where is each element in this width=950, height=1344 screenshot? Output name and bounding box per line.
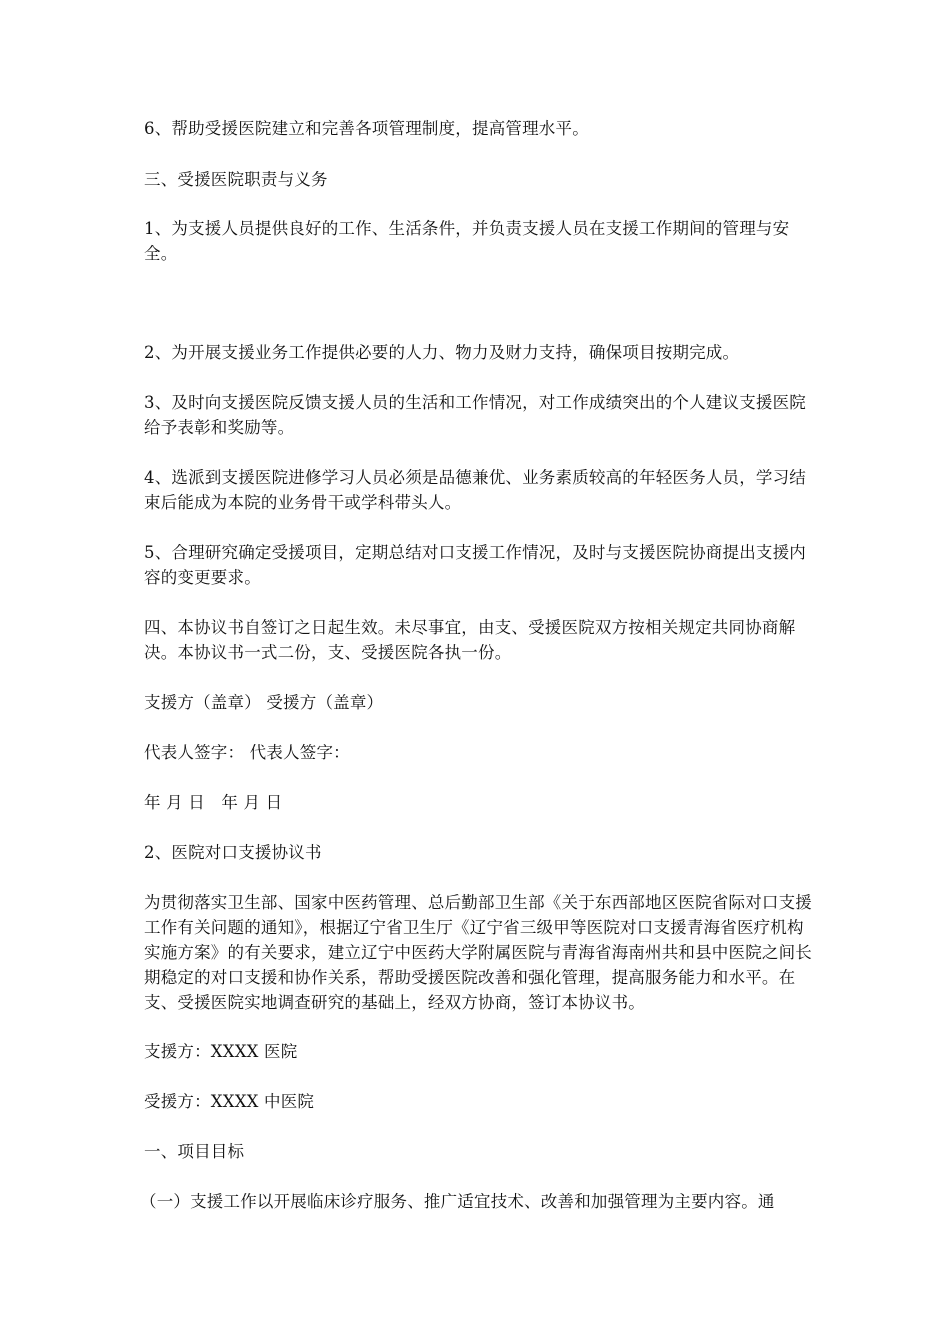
paragraph-recipient-duty-2: 2、为开展支援业务工作提供必要的人力、物力及财力支持，确保项目按期完成。 xyxy=(144,343,740,362)
paragraph-recipient-duty-1: 1、为支援人员提供良好的工作、生活条件，并负责支援人员在支援工作期间的管理与安全。 xyxy=(144,219,790,263)
section-heading-effective-clause: 四、本协议书自签订之日起生效。未尽事宜，由支、受援医院双方按相关规定共同协商解决。本协议书一式二份，支、受援医院各执一份。 xyxy=(144,618,796,662)
section-heading-project-goals: 一、项目目标 xyxy=(144,1142,245,1161)
preamble-paragraph: 为贯彻落实卫生部、国家中医药管理、总后勤部卫生部《关于东西部地区医院省际对口支援工作有关问题的通知》，根据辽宁省卫生厅《辽宁省三级甲等医院对口支援青海省医疗机构实施方案》的有关要求，建立辽宁中医药大学附属医院与青海省海南州共和县中医院之间长期稳定的对口支援和协作关系，帮助受援医院改善和强化管理，提高服务能力和水平。在支、受援医院实地调查研究的基础上，经双方协商，签订本协议书。 xyxy=(144,893,812,1012)
recipient-party-line: 受援方：XXXX 中医院 xyxy=(144,1092,315,1111)
document-subtitle: 2、医院对口支援协议书 xyxy=(144,843,322,862)
supporting-party-line: 支援方：XXXX 医院 xyxy=(144,1042,298,1061)
signature-representative-line: 代表人签字： 代表人签字： xyxy=(144,743,350,762)
signature-seal-line: 支援方（盖章） 受援方（盖章） xyxy=(144,693,384,712)
paragraph-recipient-duty-4: 4、选派到支援医院进修学习人员必须是品德兼优、业务素质较高的年轻医务人员，学习结束后能成为本院的业务骨干或学科带头人。 xyxy=(144,468,806,512)
signature-date-line: 年 月 日 年 月 日 xyxy=(144,793,283,812)
section-heading-recipient-duties: 三、受援医院职责与义务 xyxy=(144,170,328,189)
paragraph-recipient-duty-3: 3、及时向支援医院反馈支援人员的生活和工作情况，对工作成绩突出的个人建议支援医院给予表彰和奖励等。 xyxy=(144,393,806,437)
paragraph-item-6: 6、帮助受援医院建立和完善各项管理制度，提高管理水平。 xyxy=(144,119,589,138)
paragraph-goal-1: （一）支援工作以开展临床诊疗服务、推广适宜技术、改善和加强管理为主要内容。通 xyxy=(140,1192,775,1211)
paragraph-recipient-duty-5: 5、合理研究确定受援项目，定期总结对口支援工作情况，及时与支援医院协商提出支援内容的变更要求。 xyxy=(144,543,806,587)
